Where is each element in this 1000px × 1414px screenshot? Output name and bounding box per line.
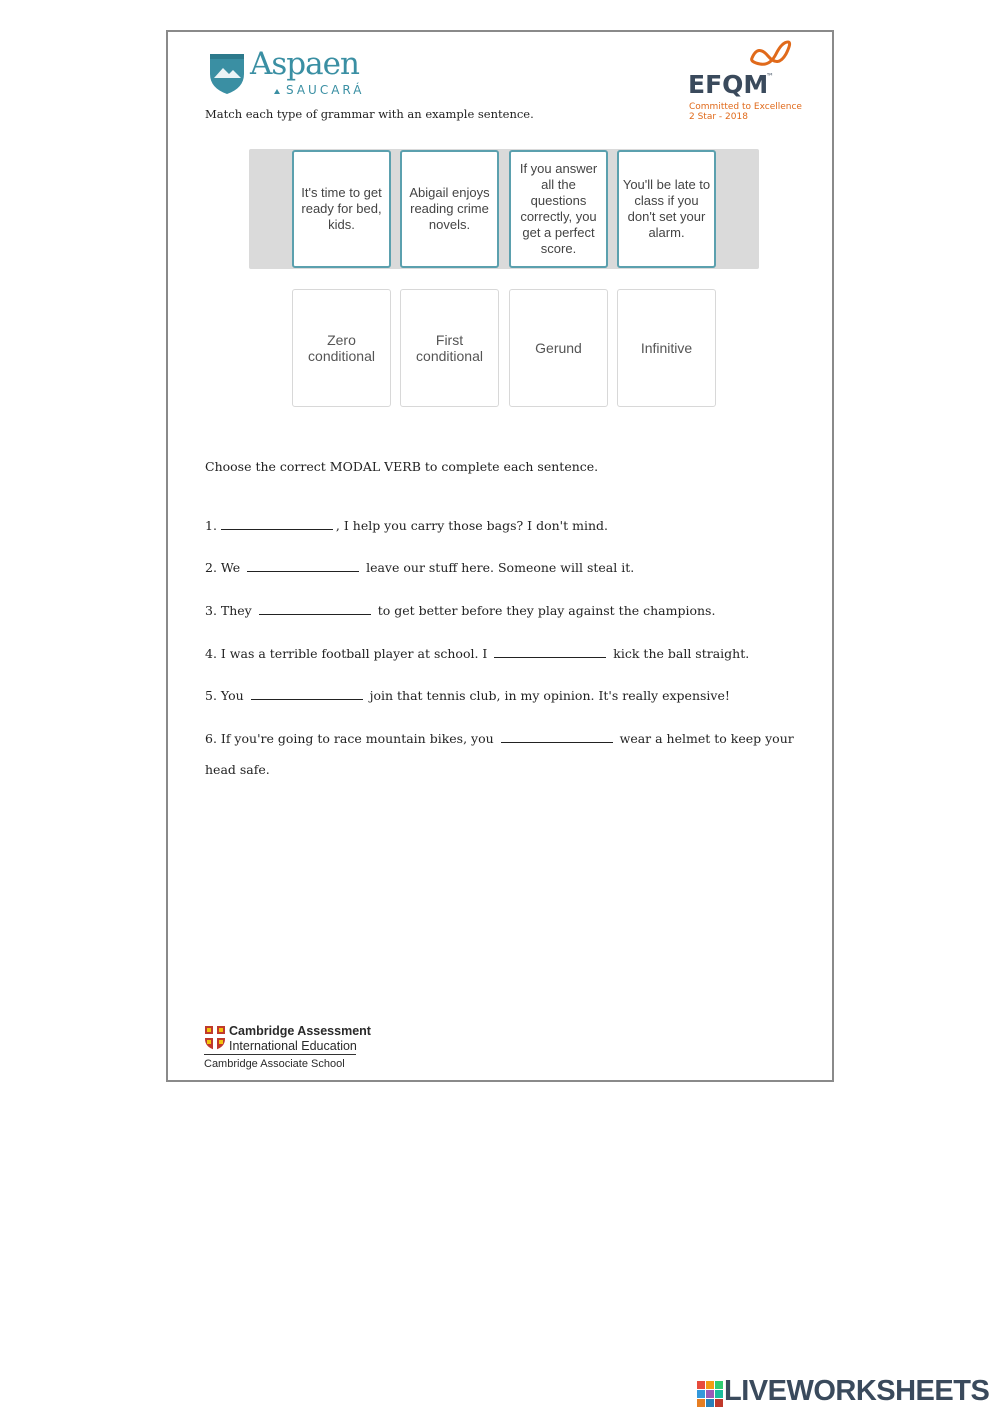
- efqm-name: EFQM: [688, 70, 769, 99]
- answer-blank[interactable]: [251, 688, 363, 700]
- answer-blank[interactable]: [259, 603, 371, 615]
- efqm-trademark: ™: [766, 72, 774, 81]
- efqm-tagline-1: Committed to Excellence: [689, 102, 802, 112]
- sentence-5: [205, 688, 730, 703]
- grammar-type-card[interactable]: First conditional: [400, 289, 499, 407]
- aspaen-mountain-icon: [274, 88, 280, 94]
- school-subtitle: SAUCARÁ: [286, 83, 365, 97]
- example-card[interactable]: You'll be late to class if you don't set your alarm.: [617, 150, 716, 268]
- grammar-type-card[interactable]: Gerund: [509, 289, 608, 407]
- example-card[interactable]: It's time to get ready for bed, kids.: [292, 150, 391, 268]
- answer-blank[interactable]: [501, 731, 613, 743]
- sentence-6: [205, 731, 794, 746]
- efqm-tagline: [689, 102, 802, 122]
- sentence-text: join that tennis club, in my opinion. It's really expensive!: [365, 688, 730, 703]
- sentence-text: wear a helmet to keep your: [615, 731, 794, 746]
- modal-verb-instruction: Choose the correct MODAL VERB to complete each sentence.: [205, 459, 599, 474]
- answer-blank[interactable]: [494, 646, 606, 658]
- sentence-3: [205, 603, 715, 618]
- sentence-text: kick the ball straight.: [609, 646, 750, 661]
- sentence-text: 5. You: [205, 688, 248, 703]
- example-card[interactable]: If you answer all the questions correctly, you get a perfect score.: [509, 150, 608, 268]
- sentence-text: 4. I was a terrible football player at school. I: [205, 646, 492, 661]
- cambridge-name: Cambridge Assessment: [229, 1024, 371, 1038]
- liveworksheets-wordmark[interactable]: LIVEWORKSHEETS: [724, 1375, 990, 1407]
- sentence-text: 3. They: [205, 603, 256, 618]
- school-name: Aspaen: [250, 46, 359, 82]
- example-card[interactable]: Abigail enjoys reading crime novels.: [400, 150, 499, 268]
- sentence-6-continuation: head safe.: [205, 762, 270, 777]
- efqm-tagline-2: 2 Star - 2018: [689, 112, 748, 122]
- cambridge-divider: [204, 1054, 356, 1055]
- liveworksheets-logo-icon: [697, 1381, 723, 1407]
- aspaen-shield-icon: [208, 50, 246, 96]
- matching-instruction: Match each type of grammar with an example sentence.: [205, 107, 534, 121]
- answer-blank[interactable]: [247, 560, 359, 572]
- worksheet-page: [166, 30, 834, 1082]
- sentence-text: to get better before they play against the champions.: [373, 603, 716, 618]
- efqm-infinity-icon: [748, 38, 796, 74]
- grammar-type-card[interactable]: Zero conditional: [292, 289, 391, 407]
- sentence-text: 1.: [205, 518, 221, 533]
- answer-blank[interactable]: [221, 518, 333, 530]
- grammar-type-card[interactable]: Infinitive: [617, 289, 716, 407]
- cambridge-crest-icon: [204, 1025, 226, 1051]
- sentence-4: [205, 646, 749, 661]
- sentence-text: 6. If you're going to race mountain bikes, you: [205, 731, 498, 746]
- cambridge-subtitle: International Education: [229, 1039, 357, 1053]
- sentence-text: 2. We: [205, 560, 245, 575]
- sentence-text: leave our stuff here. Someone will steal it.: [362, 560, 635, 575]
- sentence-1: [205, 518, 608, 533]
- sentence-2: [205, 560, 634, 575]
- cambridge-school-type: Cambridge Associate School: [204, 1058, 345, 1070]
- sentence-text: , I help you carry those bags? I don't mind.: [335, 518, 608, 533]
